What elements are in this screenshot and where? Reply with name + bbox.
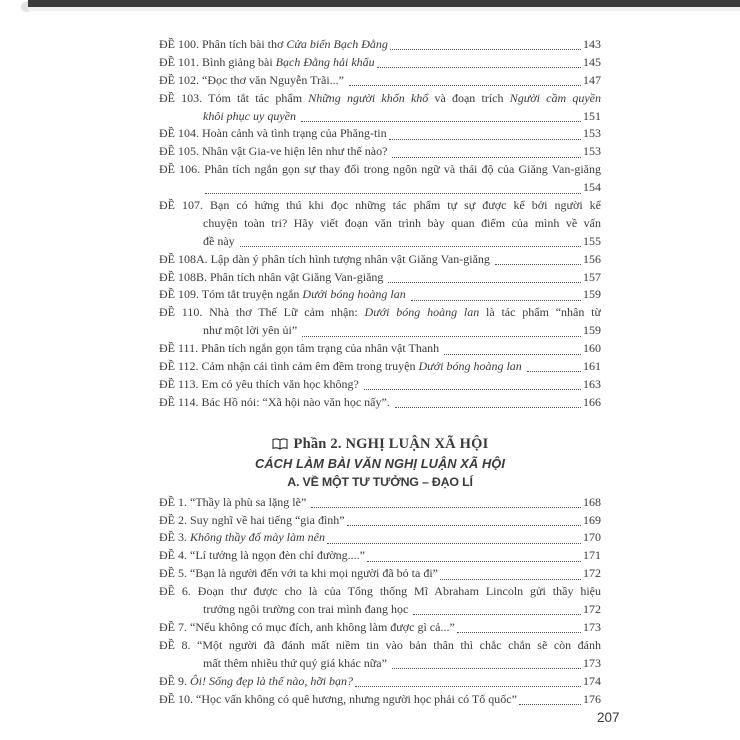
toc-text: ĐỀ 104. Hoàn cảnh và tình trạng của Phăng-tin [159, 126, 387, 141]
toc-text-italic: Người cầm quyền [509, 90, 601, 105]
toc-text: ĐỀ 110. Nhà thơ Thế Lữ cảm nhận: [159, 305, 365, 320]
dot-leader [390, 143, 583, 161]
dot-leader [393, 394, 583, 412]
toc-line [159, 90, 601, 108]
toc-line-text [159, 269, 386, 287]
top-edge-bar [28, 0, 740, 7]
toc-line-text [159, 54, 375, 72]
toc-page-number: 163 [583, 376, 601, 391]
toc-line [159, 637, 601, 655]
toc-line [159, 691, 601, 709]
toc-entry [159, 358, 601, 376]
toc-line-text [159, 547, 365, 565]
toc-text: ĐỀ 114. Bác Hồ nói: “Xã hội nào văn học nấy”. [159, 394, 393, 409]
dot-leader [517, 691, 583, 709]
toc-text: ĐỀ 100. Phân tích bài thơ [159, 37, 287, 51]
toc-line-text [203, 655, 390, 673]
toc-line [159, 54, 601, 72]
toc-text: và đoạn trích [428, 90, 510, 105]
toc-text-italic: Bạch Đằng hải khẩu [275, 54, 375, 69]
toc-line-text [203, 601, 411, 619]
dot-leader [309, 494, 583, 512]
toc-line [159, 358, 601, 376]
toc-line [159, 655, 601, 673]
table-of-contents [159, 36, 601, 708]
toc-line-text [159, 251, 493, 269]
toc-line [159, 233, 601, 251]
toc-line [159, 673, 601, 691]
toc-line [159, 125, 601, 143]
toc-text: ĐỀ 105. Nhân vật Gia-ve hiện lên như thế nào? [159, 144, 391, 159]
toc-text: ĐỀ 1. “Thầy là phù sa lặng lẽ” [159, 494, 310, 509]
toc-line-text [159, 286, 409, 304]
toc-entry [159, 673, 601, 691]
toc-text: chuyện toàn tri? Hãy viết đoạn văn trình bày quan điểm của mình về vấn [203, 215, 601, 230]
toc-line-text [159, 36, 388, 54]
toc-line-text [203, 233, 238, 251]
toc-text-italic: Cửa biển Bạch Đằng [286, 37, 388, 51]
top-edge-bar-shadow [28, 7, 740, 11]
toc-text: ĐỀ 4. “Lí tưởng là ngọn đèn chỉ đường....” [159, 548, 365, 563]
part2-category: A. VỀ MỘT TƯ TƯỞNG – ĐẠO LÍ [287, 474, 473, 489]
toc-line-text [203, 108, 299, 126]
toc-entry [159, 251, 601, 269]
toc-line-text [159, 565, 438, 583]
toc-line [159, 340, 601, 358]
toc-page-number: 159 [583, 287, 601, 302]
dot-leader [345, 512, 583, 530]
toc-entry [159, 54, 601, 72]
toc-line [159, 394, 601, 412]
toc-entry [159, 36, 601, 54]
toc-text: ĐỀ 108B. Phân tích nhân vật Giăng Van-giăng [159, 269, 387, 284]
toc-page-number: 171 [583, 548, 601, 563]
toc-entry [159, 72, 601, 90]
part2-heading [159, 436, 601, 489]
toc-page-number: 147 [583, 72, 601, 87]
dot-leader [493, 251, 583, 269]
toc-entry [159, 547, 601, 565]
toc-line-text [159, 125, 387, 143]
toc-page-number: 157 [583, 269, 601, 284]
toc-entry [159, 565, 601, 583]
toc-entry [159, 286, 601, 304]
dot-leader [353, 673, 583, 691]
toc-line [159, 108, 601, 126]
toc-text: ĐỀ 109. Tóm tắt truyện ngắn [159, 287, 303, 302]
toc-line [159, 286, 601, 304]
toc-page-number: 160 [583, 341, 601, 356]
toc-entry [159, 394, 601, 412]
page-number: 207 [597, 710, 620, 725]
part2-title-row [159, 436, 601, 453]
toc-line-text [159, 394, 393, 412]
toc-entry [159, 583, 601, 619]
dot-leader [325, 529, 583, 547]
dot-leader [365, 547, 583, 565]
toc-text: ĐỀ 5. “Bạn là người đến với ta khi mọi người đã bỏ ta đi” [159, 566, 438, 581]
toc-text: ĐỀ 7. “Nếu không có mục đích, anh không làm được gì cả...” [159, 619, 455, 634]
toc-line [159, 376, 601, 394]
toc-line [159, 322, 601, 340]
toc-entry [159, 90, 601, 126]
toc-line-text [159, 143, 390, 161]
dot-leader [386, 269, 583, 287]
dot-leader [347, 72, 583, 90]
toc-page-number: 156 [583, 251, 601, 266]
toc-line-text [159, 529, 325, 547]
toc-entry [159, 143, 601, 161]
toc-text: ĐỀ 10. “Học vấn không có quê hương, nhưng người học phải có Tổ quốc” [159, 691, 517, 706]
toc-line [159, 601, 601, 619]
dot-leader [525, 358, 583, 376]
dot-leader [387, 125, 583, 143]
dot-leader [455, 619, 583, 637]
toc-page-number: 176 [583, 691, 601, 706]
toc-page-number: 153 [583, 144, 601, 159]
toc-line [159, 494, 601, 512]
toc-part2-entries [159, 494, 601, 709]
toc-page-number: 143 [583, 37, 601, 51]
dot-leader [203, 179, 583, 197]
toc-text: ĐỀ 6. Đoạn thư được cho là của Tổng thống Mĩ Abraham Lincoln gửi thầy hiệu [159, 584, 601, 599]
toc-page-number: 170 [583, 530, 601, 545]
toc-line [159, 512, 601, 530]
dot-leader [375, 54, 583, 72]
dot-leader [438, 565, 583, 583]
toc-entry [159, 125, 601, 143]
toc-page-number: 173 [583, 619, 601, 634]
toc-line [159, 143, 601, 161]
toc-page-number: 173 [583, 655, 601, 670]
toc-line-text [159, 494, 309, 512]
toc-text-italic: Dưới bóng hoàng lan [302, 287, 406, 302]
toc-line-text [159, 72, 347, 90]
toc-line [159, 619, 601, 637]
toc-text: ĐỀ 108A. Lập dàn ý phân tích hình tượng nhân vật Giăng Van-giăng [159, 251, 493, 266]
toc-page-number: 159 [583, 323, 601, 338]
toc-line-text [159, 619, 455, 637]
toc-line-text [159, 376, 362, 394]
toc-entry [159, 376, 601, 394]
toc-line [159, 215, 601, 233]
toc-text-italic: Ôi! Sống đẹp là thế nào, hỡi bạn? [190, 673, 354, 688]
toc-line [159, 565, 601, 583]
toc-entry [159, 197, 601, 251]
toc-entry [159, 619, 601, 637]
toc-line [159, 529, 601, 547]
open-book-icon [272, 438, 288, 450]
dot-leader [411, 601, 583, 619]
toc-text: ĐỀ 3. [159, 530, 190, 545]
toc-page-number: 166 [583, 394, 601, 409]
toc-line [159, 36, 601, 54]
toc-page-number: 161 [583, 359, 601, 374]
toc-line [159, 269, 601, 287]
toc-line [159, 72, 601, 90]
dot-leader [388, 36, 583, 54]
toc-entry [159, 637, 601, 673]
toc-text: mất thêm nhiều thứ quý giá khác nữa” [203, 655, 390, 670]
toc-text: ĐỀ 113. Em có yêu thích văn học không? [159, 376, 362, 391]
toc-page-number: 174 [583, 673, 601, 688]
toc-line-text [159, 358, 525, 376]
toc-text: ĐỀ 2. Suy nghĩ về hai tiếng “gia đình” [159, 512, 345, 527]
toc-text: ĐỀ 103. Tóm tắt tác phẩm [159, 90, 309, 105]
toc-text: ĐỀ 111. Phân tích ngắn gọn tâm trạng của nhân vật Thanh [159, 341, 443, 356]
toc-page-number: 172 [583, 566, 601, 581]
dot-leader [300, 322, 583, 340]
toc-page-number: 145 [583, 54, 601, 69]
toc-entry [159, 304, 601, 340]
toc-line [159, 161, 601, 179]
toc-line [159, 304, 601, 322]
toc-text: trưởng ngôi trường con trai mình đang học [203, 602, 412, 617]
toc-text: là tác phẩm “nhân từ [479, 305, 601, 320]
toc-entry [159, 529, 601, 547]
toc-page-number: 151 [583, 108, 601, 123]
dot-leader [390, 655, 583, 673]
toc-line [159, 583, 601, 601]
toc-text-italic: Những người khốn khổ [308, 90, 429, 105]
toc-text: ĐỀ 9. [159, 673, 190, 688]
toc-text-italic: khôi phục uy quyền [203, 108, 299, 123]
toc-entry [159, 269, 601, 287]
toc-text: ĐỀ 112. Cảm nhận cái tình cảm êm đềm trong truyện [159, 359, 419, 374]
toc-line-text [159, 512, 345, 530]
toc-line [159, 547, 601, 565]
toc-entry [159, 340, 601, 358]
toc-page-number: 168 [583, 494, 601, 509]
toc-text: đề này [203, 233, 238, 248]
toc-entry [159, 691, 601, 709]
toc-text: ĐỀ 102. “Đọc thơ văn Nguyễn Trãi...” [159, 72, 347, 87]
toc-page-number: 154 [583, 180, 601, 195]
toc-text: như một lời yên ủi” [203, 323, 301, 338]
dot-leader [442, 340, 583, 358]
toc-entry [159, 512, 601, 530]
toc-line-text [203, 322, 300, 340]
toc-text: ĐỀ 107. Bạn có hứng thú khi đọc những tác phẩm tự sự được kể bởi người kể [159, 198, 601, 213]
dot-leader [238, 233, 583, 251]
toc-line [159, 179, 601, 197]
toc-line [159, 197, 601, 215]
toc-text: ĐỀ 8. “Một người đã đánh mất niềm tin vào bản thân thì chắc chắn sẽ còn đánh [159, 637, 601, 652]
toc-page-number: 155 [583, 233, 601, 248]
toc-entry [159, 494, 601, 512]
toc-part1-entries [159, 36, 601, 412]
toc-entry [159, 161, 601, 197]
part2-subtitle: CÁCH LÀM BÀI VĂN NGHỊ LUẬN XÃ HỘI [255, 455, 505, 471]
toc-text: ĐỀ 101. Bình giảng bài [159, 54, 276, 69]
part2-title: Phần 2. NGHỊ LUẬN XÃ HỘI [293, 435, 489, 452]
toc-text-italic: Dưới bóng hoàng lan [418, 359, 522, 374]
toc-line-text [159, 340, 442, 358]
toc-page-number: 169 [583, 512, 601, 527]
toc-line-text [159, 673, 353, 691]
toc-page-number: 172 [583, 602, 601, 617]
dot-leader [362, 376, 583, 394]
toc-text: ĐỀ 106. Phân tích ngắn gọn sự thay đổi trong ngôn ngữ và thái độ của Giăng Van-giăng [159, 162, 601, 177]
dot-leader [409, 286, 583, 304]
toc-line [159, 251, 601, 269]
toc-text-italic: Không thầy đố mày làm nên [190, 530, 325, 545]
dot-leader [299, 108, 583, 126]
toc-page-number: 153 [583, 126, 601, 141]
toc-line-text [159, 691, 517, 709]
toc-text-italic: Dưới bóng hoàng lan [364, 305, 480, 320]
